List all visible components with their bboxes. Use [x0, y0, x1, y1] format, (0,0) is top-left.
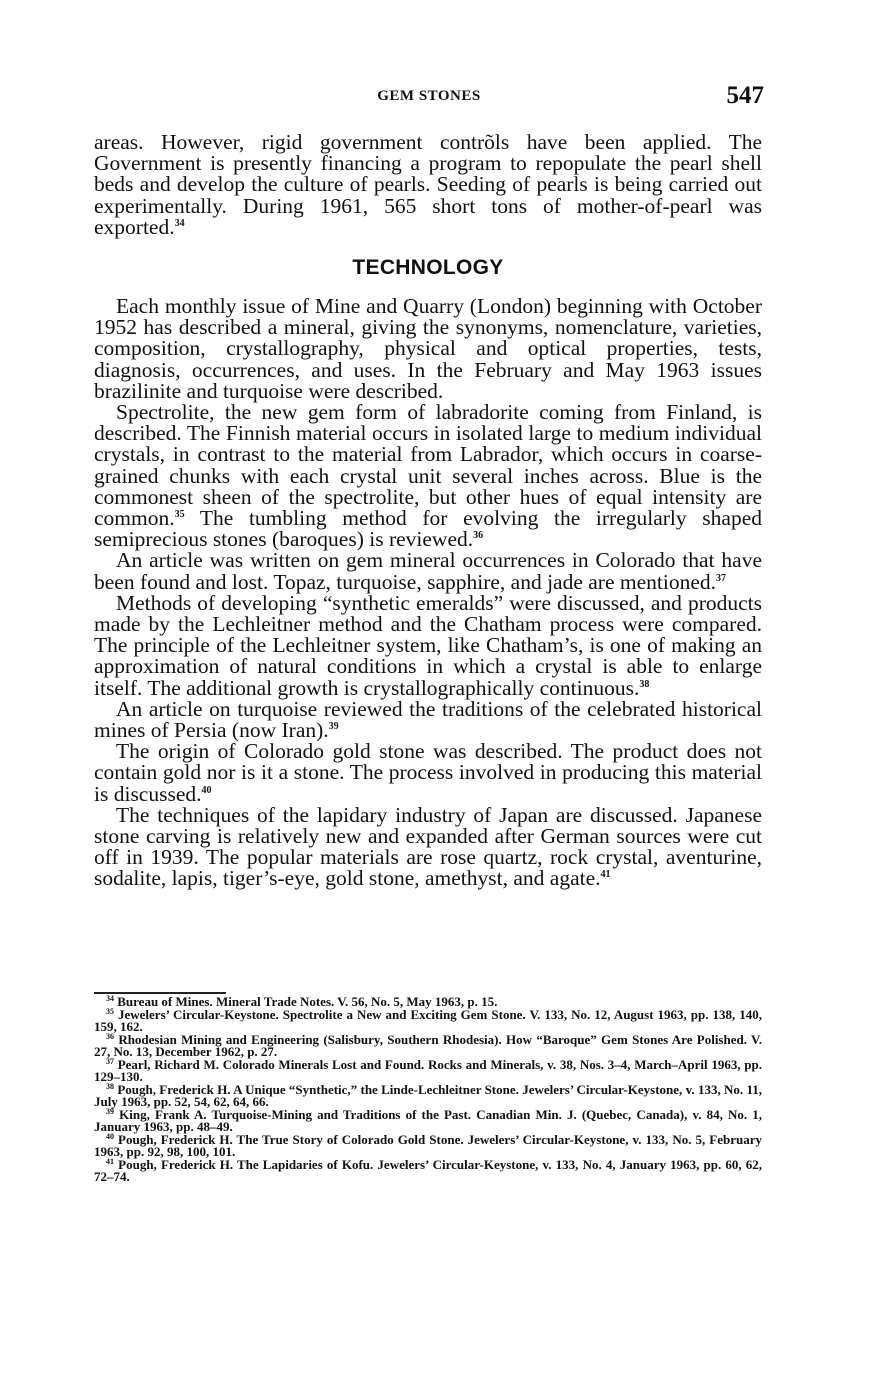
footnote-mark: 35: [106, 1006, 114, 1016]
paragraph-colorado-occurrences: [94, 550, 762, 592]
footnote-text: Pough, Frederick H. A Unique “Synthetic,” the Linde-Lechleitner Stone. Jewelers’ Circular-Keystone, v. 133, No. 11, July 1963, pp. 52, 54, 62, 64, 66.: [94, 1081, 762, 1109]
technology-section-body: [94, 296, 762, 890]
footnote-text: Rhodesian Mining and Engineering (Salisbury, Southern Rhodesia). How “Baroque” Gem Stones Are Polished. V. 27, No. 13, December 1962, p. 27.: [94, 1031, 763, 1059]
footnote-text: Bureau of Mines. Mineral Trade Notes. V. 56, No. 5, May 1963, p. 15.: [117, 994, 498, 1009]
footnote-ref: 34: [174, 217, 185, 229]
footnotes: [94, 996, 762, 1184]
footnote: [94, 1156, 763, 1184]
footnote-mark: 37: [106, 1056, 114, 1066]
footnote-text: Pearl, Richard M. Colorado Minerals Lost and Found. Rocks and Minerals, v. 38, Nos. 3–4, March–April 1963, pp. 129–130.: [94, 1056, 762, 1084]
footnote-mark: 40: [106, 1131, 114, 1141]
paragraph-spectrolite: [94, 402, 762, 550]
paragraph-turquoise: [94, 696, 762, 743]
footnote: [94, 1056, 762, 1084]
intro-paragraph: [94, 132, 762, 238]
footnote-ref: 35: [174, 509, 185, 521]
paragraph-text: An article on turquoise reviewed the traditions of the celebrated historical mines of Persia (now Iran).: [94, 696, 762, 743]
footnote: [94, 1006, 762, 1034]
running-header: [94, 82, 764, 112]
footnote-text: Jewelers’ Circular-Keystone. Spectrolite a New and Exciting Gem Stone. V. 133, No. 12, August 1963, pp. 138, 140, 159, 162.: [94, 1006, 762, 1034]
paragraph-japan-lapidary: [94, 802, 762, 891]
footnote-mark: 41: [106, 1156, 114, 1166]
paragraph-text: The origin of Colorado gold stone was described. The product does not contain gold nor is it a stone. The process involved in producing this material is discussed.: [94, 739, 762, 806]
paragraph-text: Each monthly issue of Mine and Quarry (London) beginning with October 1952 has described a mineral, giving the synonyms, nomenclature, varieties, composition, crystallography, physical and optical properties, tests, diagnosis, occurrences, and uses. In the February and May 1963 issues brazilinite and turquoise were described.: [94, 294, 762, 403]
footnote-ref: 38: [639, 678, 650, 690]
footnote-text: Pough, Frederick H. The True Story of Colorado Gold Stone. Jewelers’ Circular-Keystone, v. 133, No. 5, February 1963, pp. 92, 98, 100, 101.: [94, 1131, 762, 1159]
footnote: [94, 1081, 762, 1109]
intro-paragraph-text: areas. However, rigid government contrõls have been applied. The Government is presently financing a program to repopulate the pearl shell beds and develop the culture of pearls. Seeding of pearls is being carried out experimentally. During 1961, 565 short tons of mother-of-pearl was exported.: [94, 130, 762, 239]
footnote-mark: 38: [106, 1081, 114, 1091]
footnote-mark: 39: [106, 1106, 114, 1116]
paragraph-text: An article was written on gem mineral occurrences in Colorado that have been found and lost. Topaz, turquoise, sapphire, and jade are mentioned.: [94, 548, 762, 594]
section-heading: TECHNOLOGY: [352, 256, 504, 279]
running-title: GEM STONES: [377, 88, 481, 104]
footnote-ref: 41: [600, 869, 611, 881]
paragraph-text: Spectrolite, the new gem form of labradorite coming from Finland, is described. The Finnish material occurs in isolated large to medium individual crystals, in contrast to the material from Labrador, which occurs in coarse-grained chunks with each crystal unit several inches across. Blue is the commonest sheen of the spectrolite, but other hues of equal intensity are common.: [94, 400, 762, 531]
footnote: [94, 1131, 762, 1159]
footnote-mark: 34: [106, 994, 114, 1003]
page-number: 547: [726, 82, 764, 109]
intro-paragraph-block: [94, 132, 762, 238]
paragraph-text: The tumbling method for evolving the irregularly shaped semiprecious stones (baroques) is reviewed.: [94, 506, 762, 552]
paragraph-synthetic-emeralds: [94, 590, 762, 700]
footnote: [94, 1031, 763, 1059]
footnote-ref: 39: [328, 721, 339, 733]
footnote: [94, 1106, 763, 1134]
footnote-mark: 36: [106, 1031, 114, 1041]
footnote-text: Pough, Frederick H. The Lapidaries of Kofu. Jewelers’ Circular-Keystone, v. 133, No. 4, January 1963, pp. 60, 62, 72–74.: [94, 1156, 763, 1184]
paragraph-mine-and-quarry: [94, 296, 762, 402]
footnote-ref: 37: [716, 572, 727, 584]
footnote-text: King, Frank A. Turquoise-Mining and Traditions of the Past. Canadian Min. J. (Quebec, Canada), v. 84, No. 1, January 1963, pp. 48–49.: [94, 1106, 763, 1134]
footnote-ref: 40: [201, 784, 212, 796]
paragraph-text: Methods of developing “synthetic emeralds” were discussed, and products made by the Lechleitner method and the Chatham process were compared. The principle of the Lechleitner system, like Chatham’s, is one of making an approximation of natural conditions in which a crystal is able to enlarge itself. The additional growth is crystallographically continuous.: [94, 590, 762, 700]
footnote-ref: 36: [473, 530, 484, 542]
paragraph-text: The techniques of the lapidary industry of Japan are discussed. Japanese stone carving is relatively new and expanded after German sources were cut off in 1939. The popular materials are rose quartz, rock crystal, aventurine, sodalite, lapis, tiger’s-eye, gold stone, amethyst, and agate.: [94, 802, 762, 891]
paragraph-gold-stone: [94, 741, 762, 805]
